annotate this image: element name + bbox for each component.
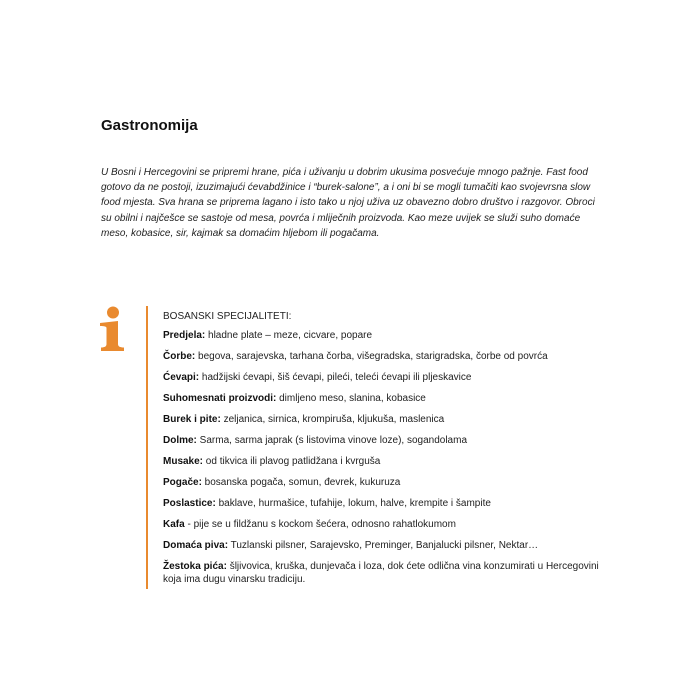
item-text: baklave, hurmašice, tufahije, lokum, halve, krempite i šampite [215, 498, 491, 509]
item-label: Čorbe: [163, 351, 196, 362]
item-label: Kafa [163, 519, 185, 530]
item-label: Domaća piva: [163, 540, 229, 551]
list-item [163, 455, 603, 468]
list-item [163, 560, 603, 586]
list-item [163, 434, 603, 447]
item-text: begova, sarajevska, tarhana čorba, višegradska, starigradska, čorbe od povrća [195, 351, 548, 362]
item-text: hadžijski ćevapi, šiš ćevapi, pileći, teleći ćevapi ili pljeskavice [199, 372, 472, 383]
list-item [163, 371, 603, 384]
specialties-heading: BOSANSKI SPECIJALITETI: [163, 311, 292, 322]
item-label: Pogače: [163, 477, 202, 488]
item-text: zeljanica, sirnica, krompiruša, kljukuša, maslenica [220, 414, 445, 425]
item-text: dimljeno meso, slanina, kobasice [276, 393, 426, 404]
item-label: Poslastice: [163, 498, 216, 509]
list-item [163, 350, 603, 363]
list-item [163, 392, 603, 405]
item-label: Ćevapi: [163, 372, 200, 383]
item-label: Musake: [163, 456, 204, 467]
item-text: Tuzlanski pilsner, Sarajevsko, Preminger, Banjalucki pilsner, Nektar… [228, 540, 539, 551]
list-item [163, 476, 603, 489]
list-item [163, 518, 603, 531]
specialties-list [163, 310, 603, 594]
item-text: od tikvica ili plavog patlidžana i kvrguša [203, 456, 381, 467]
item-label: Dolme: [163, 435, 197, 446]
info-icon [98, 306, 126, 352]
list-item [163, 413, 603, 426]
item-label: Suhomesnati proizvodi: [163, 393, 277, 404]
item-text: šljivovica, kruška, dunjevača i loza, dok ćete odlična vina konzumirati u Hercegovini koja ima dugu vinarsku tradiciju. [163, 561, 599, 585]
item-label: Žestoka pića: [163, 561, 227, 572]
item-text: - pije se u fildžanu s kockom šećera, odnosno rahatlokumom [184, 519, 456, 530]
item-text: bosanska pogača, somun, đevrek, kukuruza [201, 477, 401, 488]
list-item [163, 539, 603, 552]
item-label: Predjela: [163, 330, 206, 341]
page-title: Gastronomija [101, 117, 198, 134]
list-item [163, 329, 603, 342]
intro-paragraph: U Bosni i Hercegovini se pripremi hrane, pića i uživanju u dobrim ukusima posvećuje mnogo pažnje. Fast food gotovo da ne postoji, izuzimajući ćevabdžinice i “burek-salone”, a i oni bi se mogli tumačiti kao svojevrsna slow food mjesta. Sva hrana se priprema lagano i isto tako u njoj uživa uz obavezno dobro društvo i razgovor. Obroci su obilni i najčešce se sastoje od mesa, povrća i mliječnih proizvoda. Kao meze uvijek se služi suho domaće meso, kobasice, sir, kajmak sa domaćim hljebom ili pogačama. [101, 167, 595, 239]
list-item [163, 497, 603, 510]
item-text: hladne plate – meze, cicvare, popare [205, 330, 373, 341]
item-label: Burek i pite: [163, 414, 221, 425]
item-text: Sarma, sarma japrak (s listovima vinove loze), sogandolama [196, 435, 468, 446]
accent-divider [146, 306, 148, 589]
